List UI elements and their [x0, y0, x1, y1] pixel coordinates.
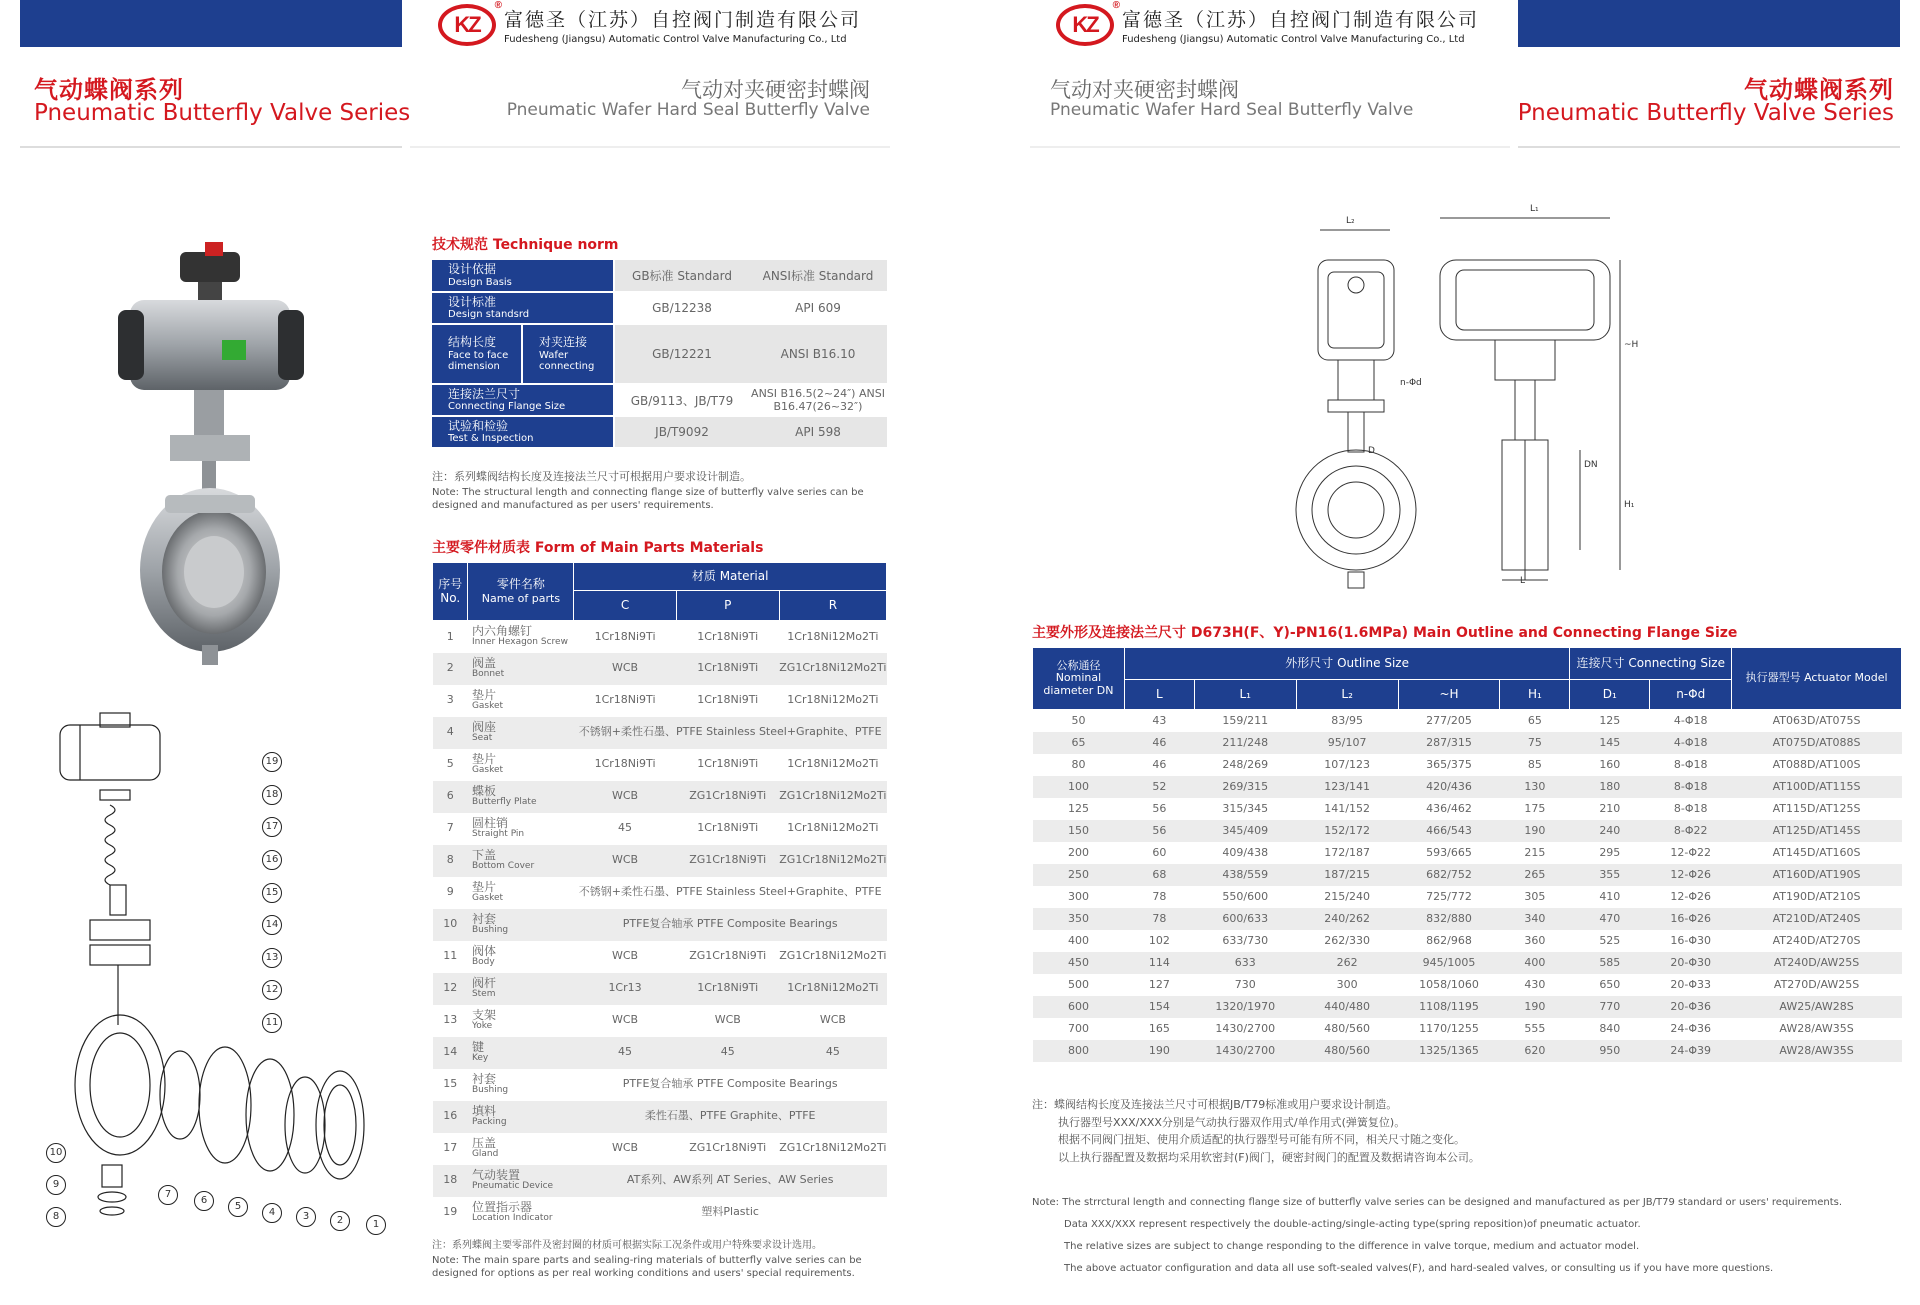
tech-norm-table — [432, 260, 887, 449]
table-row: 结构长度 Face to face dimension 对夹连接 Wafer connecting GB/12221 ANSI B16.10 — [432, 324, 887, 384]
exploded-drawing — [40, 705, 400, 1235]
table-row: 13 支架 Yoke WCB WCB WCB — [443, 1007, 846, 1032]
company-name-cn: 富德圣（江苏）自控阀门制造有限公司 — [504, 9, 862, 31]
callout-17: 17 — [262, 817, 282, 837]
table-row: 18 气动装置 Pneumatic Device AT系列、AW系列 AT Series、AW Series — [433, 1165, 887, 1197]
table-row: 8 下盖 Bottom Cover WCB ZG1Cr18Ni9Ti ZG1Cr18Ni12Mo2Ti — [433, 845, 887, 877]
table-row: 65 46 211/248 95/107 287/315 75 145 4-Φ18 AT075D/AT088S — [1033, 732, 1902, 754]
product-title-en: Pneumatic Wafer Hard Seal Butterfly Valve — [1050, 100, 1414, 120]
callout-16: 16 — [262, 850, 282, 870]
right-page — [960, 0, 1920, 1305]
callout-10: 10 — [46, 1143, 66, 1163]
dim-l2: L₂ — [1346, 216, 1355, 226]
header-blue-bar — [1518, 0, 1900, 47]
tech-norm-title: 技术规范 Technique norm — [432, 237, 619, 253]
series-title-cn: 气动蝶阀系列 — [1744, 76, 1894, 104]
product-title-cn: 气动对夹硬密封蝶阀 — [681, 78, 870, 102]
dim-l: L — [1520, 576, 1526, 586]
table-row: 10 衬套 Bushing PTFE复合轴承 PTFE Composite Bearings — [433, 909, 887, 941]
outline-notes-cn: 注：蝶阀结构长度及连接法兰尺寸可根据JB/T79标准或用户要求设计制造。 执行器型号XXX/XXX分别是气动执行器双作用式/单作用式(弹簧复位)。 根据不同阀门扭矩、使用介质适配的执行器型号可能有所不同，相关尺寸随之变化。 以上执行器配置及数据均采用软密封(F)阀门，硬密封阀门的配置及数据请咨询本公司。 — [1032, 1098, 1480, 1164]
dim-nd: n-Φd — [1400, 378, 1422, 388]
company-logo — [438, 0, 862, 46]
product-title-cn: 气动对夹硬密封蝶阀 — [1050, 78, 1239, 102]
callout-3: 3 — [296, 1207, 316, 1227]
table-row: 14 键 Key 45 45 45 — [433, 1037, 887, 1069]
table-row: 125 56 315/345 141/152 436/462 175 210 8-Φ18 AT115D/AT125S — [1067, 802, 1861, 815]
dim-h: ~H — [1624, 340, 1639, 350]
series-title-en: Pneumatic Butterfly Valve Series — [34, 100, 411, 126]
table-row: 150 56 345/409 152/172 466/543 190 240 8-Φ22 AT125D/AT145S — [1033, 820, 1902, 842]
callout-9: 9 — [46, 1175, 66, 1195]
table-row: 19 位置指示器 Location Indicator 塑料Plastic — [443, 1199, 759, 1224]
table-row: 800 190 1430/2700 480/560 1325/1365 620 950 24-Φ39 AW28/AW35S — [1033, 1040, 1902, 1062]
dim-h1: H₁ — [1624, 500, 1635, 510]
table-row: 50 43 159/211 83/95 277/205 65 125 4-Φ18 AT063D/AT075S — [1071, 714, 1861, 728]
callout-8: 8 — [46, 1207, 66, 1227]
materials-table: 序号 No. 零件名称 Name of parts 材质 Material C P R 1 内六角螺钉 Inner Hexagon Screw 1Cr18Ni9Ti 1Cr18Ni9Ti 1Cr18Ni12Mo2Ti 2 阀盖 Bonnet WCB 1Cr18Ni9Ti ZG1Cr18Ni12Mo2Ti 3 垫片 Gasket 1Cr18Ni9Ti 1Cr18Ni9Ti 1Cr18Ni12Mo2Ti 4 阀座 Seat 不锈钢+柔性石墨、PTFE Stainless Steel+Graphite、PTFE 5 垫片 Gasket 1Cr18Ni9Ti 1Cr18Ni9Ti 1Cr18Ni12Mo2Ti 6 蝶板 Butterfly Plate WCB ZG1Cr18Ni9Ti ZG1Cr18Ni12Mo2Ti 7 圆柱销 Straight Pin 45 1Cr18Ni9Ti 1Cr18Ni12Mo2Ti 8 下盖 Bottom Cover WCB ZG1Cr18Ni9Ti ZG1Cr18Ni12Mo2Ti 9 垫片 Gasket 不锈钢+柔性石墨、PTFE Stainless Steel+Graphite、PTFE 10 衬套 Bushing PTFE复合轴承 PTFE Composite Bearings 11 阀体 Body WCB ZG1Cr18Ni9Ti ZG1Cr18Ni12Mo2Ti 12 阀杆 Stem 1Cr13 1Cr18Ni9Ti 1Cr18Ni12Mo2Ti 13 支架 Yoke WCB WCB WCB 14 键 Key 45 45 45 15 衬套 Bushing PTFE复合轴承 PTFE Composite Bearings 16 填料 Packing 柔性石墨、PTFE Graphite、PTFE 17 压盖 Gland WCB ZG1Cr18Ni9Ti ZG1Cr18Ni12Mo2Ti 18 气动装置 Pneumatic Device AT系列、AW系列 AT Series、AW Series 19 位置指示器 Location Indicator 塑料Plastic — [432, 562, 887, 1229]
kz-logo-icon: KZ ® — [1056, 4, 1114, 46]
table-row: 12 阀杆 Stem 1Cr13 1Cr18Ni9Ti 1Cr18Ni12Mo2Ti — [433, 973, 887, 1005]
callout-15: 15 — [262, 883, 282, 903]
dim-l1: L₁ — [1530, 204, 1539, 214]
materials-title: 主要零件材质表 Form of Main Parts Materials — [432, 540, 764, 556]
callout-2: 2 — [330, 1211, 350, 1231]
table-row: 450 114 633 262 945/1005 400 585 20-Φ30 AT240D/AW25S — [1033, 952, 1902, 974]
callout-18: 18 — [262, 785, 282, 805]
table-row: 11 阀体 Body WCB ZG1Cr18Ni9Ti ZG1Cr18Ni12Mo2Ti — [443, 943, 887, 968]
header-divider-2 — [1518, 146, 1900, 148]
company-name-en: Fudesheng (Jiangsu) Automatic Control Valve Manufacturing Co., Ltd — [1122, 34, 1465, 45]
product-title-en: Pneumatic Wafer Hard Seal Butterfly Valve — [506, 100, 870, 120]
company-name-cn: 富德圣（江苏）自控阀门制造有限公司 — [1122, 9, 1480, 31]
table-row: 2 阀盖 Bonnet WCB 1Cr18Ni9Ti ZG1Cr18Ni12Mo2Ti — [433, 653, 887, 685]
table-row: 15 衬套 Bushing PTFE复合轴承 PTFE Composite Bearings — [443, 1071, 838, 1096]
table-row: 试验和检验 Test & Inspection JB/T9092 API 598 — [432, 416, 887, 448]
table-row: 7 圆柱销 Straight Pin 45 1Cr18Ni9Ti 1Cr18Ni12Mo2Ti — [446, 815, 879, 840]
callout-19: 19 — [262, 752, 282, 772]
header-divider — [1030, 146, 1510, 148]
company-name-en: Fudesheng (Jiangsu) Automatic Control Valve Manufacturing Co., Ltd — [504, 34, 847, 45]
dim-d: D — [1368, 446, 1375, 456]
callout-12: 12 — [262, 980, 282, 1000]
table-row: 700 165 1430/2700 480/560 1170/1255 555 840 24-Φ36 AW28/AW35S — [1067, 1022, 1854, 1035]
header-blue-bar — [20, 0, 402, 47]
table-row: 连接法兰尺寸 Connecting Flange Size GB/9113、JB/T79 ANSI B16.5(2~24″) ANSI B16.47(26~32″) — [432, 384, 887, 416]
kz-logo-icon: KZ ® — [438, 4, 496, 46]
outline-drawing — [1280, 204, 1640, 590]
outline-table: 公称通径 Nominal diameter DN 外形尺寸 Outline Size 连接尺寸 Connecting Size 执行器型号 Actuator Model L L₁ L₂ ~H H₁ D₁ n-Φd 50 43 159/211 83/95 277/205 65 125 4-Φ18 AT063D/AT075S 65 46 211/248 95/107 287/315 75 145 4-Φ18 AT075D/AT088S 80 46 248/269 107/123 365/375 85 160 8-Φ18 AT088D/AT100S 100 52 269/315 123/141 420/436 130 180 8-Φ18 AT100D/AT115S 125 56 315/345 141/152 436/462 175 210 8-Φ18 AT115D/AT125S 150 56 345/409 152/172 466/543 190 240 8-Φ22 AT125D/AT145S 200 60 409/438 172/187 593/665 215 295 12-Φ22 AT145D/AT160S 250 68 438/559 187/215 682/752 265 355 12-Φ26 AT160D/AT190S 300 78 550/600 215/240 725/772 305 410 12-Φ26 AT190D/AT210S 350 78 600/633 240/262 832/880 340 470 16-Φ26 AT210D/AT240S 400 102 633/730 262/330 862/968 360 525 16-Φ30 AT240D/AT270S 450 114 633 262 945/1005 400 585 20-Φ30 AT240D/AW25S 500 127 730 300 1058/1060 430 650 20-Φ33 AT270D/AW25S 600 154 1320/1970 440/480 1108/1195 190 770 20-Φ36 AW25/AW28S 700 165 1430/2700 480/560 1170/1255 555 840 24-Φ36 AW28/AW35S 800 190 1430/2700 480/560 1325/1365 620 950 24-Φ39 AW28/AW35S — [1032, 647, 1902, 1062]
table-row: 500 127 730 300 1058/1060 430 650 20-Φ33 AT270D/AW25S — [1067, 978, 1860, 991]
header-divider-2 — [410, 146, 890, 148]
table-row: 400 102 633/730 262/330 862/968 360 525 16-Φ30 AT240D/AT270S — [1067, 934, 1861, 947]
callout-13: 13 — [262, 948, 282, 968]
callout-1: 1 — [366, 1215, 386, 1235]
callout-14: 14 — [262, 915, 282, 935]
table-row: 1 内六角螺钉 Inner Hexagon Screw 1Cr18Ni9Ti 1Cr18Ni9Ti 1Cr18Ni12Mo2Ti — [446, 624, 879, 648]
callout-11: 11 — [262, 1013, 282, 1033]
callout-5: 5 — [228, 1197, 248, 1217]
table-row: 设计依据 Design Basis GB标准 Standard ANSI标准 Standard — [432, 260, 887, 292]
table-row: 3 垫片 Gasket 1Cr18Ni9Ti 1Cr18Ni9Ti 1Cr18Ni12Mo2Ti — [446, 687, 879, 712]
table-row: 250 68 438/559 187/215 682/752 265 355 12-Φ26 AT160D/AT190S — [1033, 864, 1902, 886]
table-row: 200 60 409/438 172/187 593/665 215 295 12-Φ22 AT145D/AT160S — [1067, 846, 1861, 859]
valve-photo — [110, 240, 340, 670]
table-row: 17 压盖 Gland WCB ZG1Cr18Ni9Ti ZG1Cr18Ni12Mo2Ti — [443, 1135, 887, 1160]
outline-title: 主要外形及连接法兰尺寸 D673H(F、Y)-PN16(1.6MPa) Main Outline and Connecting Flange Size — [1032, 625, 1738, 641]
header-divider — [20, 146, 402, 148]
table-row: 600 154 1320/1970 440/480 1108/1195 190 770 20-Φ36 AW25/AW28S — [1033, 996, 1902, 1018]
table-row: 4 阀座 Seat 不锈钢+柔性石墨、PTFE Stainless Steel+Graphite、PTFE — [433, 717, 887, 749]
table-row: 6 蝶板 Butterfly Plate WCB ZG1Cr18Ni9Ti ZG1Cr18Ni12Mo2Ti — [433, 781, 887, 813]
callout-4: 4 — [262, 1203, 282, 1223]
table-row: 9 垫片 Gasket 不锈钢+柔性石墨、PTFE Stainless Steel+Graphite、PTFE — [446, 879, 882, 904]
company-logo-right — [1056, 0, 1480, 46]
series-title-cn: 气动蝶阀系列 — [34, 76, 184, 104]
table-row: 350 78 600/633 240/262 832/880 340 470 16-Φ26 AT210D/AT240S — [1033, 908, 1902, 930]
outline-notes-en: Note: The strrctural length and connecting flange size of butterfly valve series can be designed and manufactured as per JB/T79 standard or users' requirements. Data XXX/XXX represent respectively the double-acting/single-acting type(spring reposition)of pneumatic actuator. The relative sizes are subject to change responding to the difference in valve torque, medium and actuator model. The above actuator configuration and data all use soft-sealed valves(F), and hard-sealed valves, or consulting us if you have more questions. — [1032, 1197, 1843, 1274]
table-row: 5 垫片 Gasket 1Cr18Ni9Ti 1Cr18Ni9Ti 1Cr18Ni12Mo2Ti — [446, 751, 879, 776]
table-row: 300 78 550/600 215/240 725/772 305 410 12-Φ26 AT190D/AT210S — [1067, 890, 1861, 903]
materials-note: 注：系列蝶阀主要零部件及密封圈的材质可根据实际工况条件或用户特殊要求设计选用。 Note: The main spare parts and sealing-ring materials of butterfly valve series can be designed for options as per real working conditions and users' special requirements. — [432, 1240, 862, 1279]
table-row: 设计标准 Design standsrd GB/12238 API 609 — [432, 292, 887, 324]
tech-note: 注：系列蝶阀结构长度及连接法兰尺寸可根据用户要求设计制造。 Note: The structural length and connecting flange size of butterfly valve series can be designed and manufactured as per users' requirements. — [432, 470, 864, 511]
table-row: 80 46 248/269 107/123 365/375 85 160 8-Φ18 AT088D/AT100S — [1071, 758, 1861, 771]
dim-dn: DN — [1584, 460, 1598, 470]
callout-7: 7 — [158, 1185, 178, 1205]
series-title-en: Pneumatic Butterfly Valve Series — [1517, 100, 1894, 126]
table-row: 100 52 269/315 123/141 420/436 130 180 8-Φ18 AT100D/AT115S — [1033, 776, 1902, 798]
callout-6: 6 — [194, 1191, 214, 1211]
table-row: 16 填料 Packing 柔性石墨、PTFE Graphite、PTFE — [433, 1101, 887, 1133]
